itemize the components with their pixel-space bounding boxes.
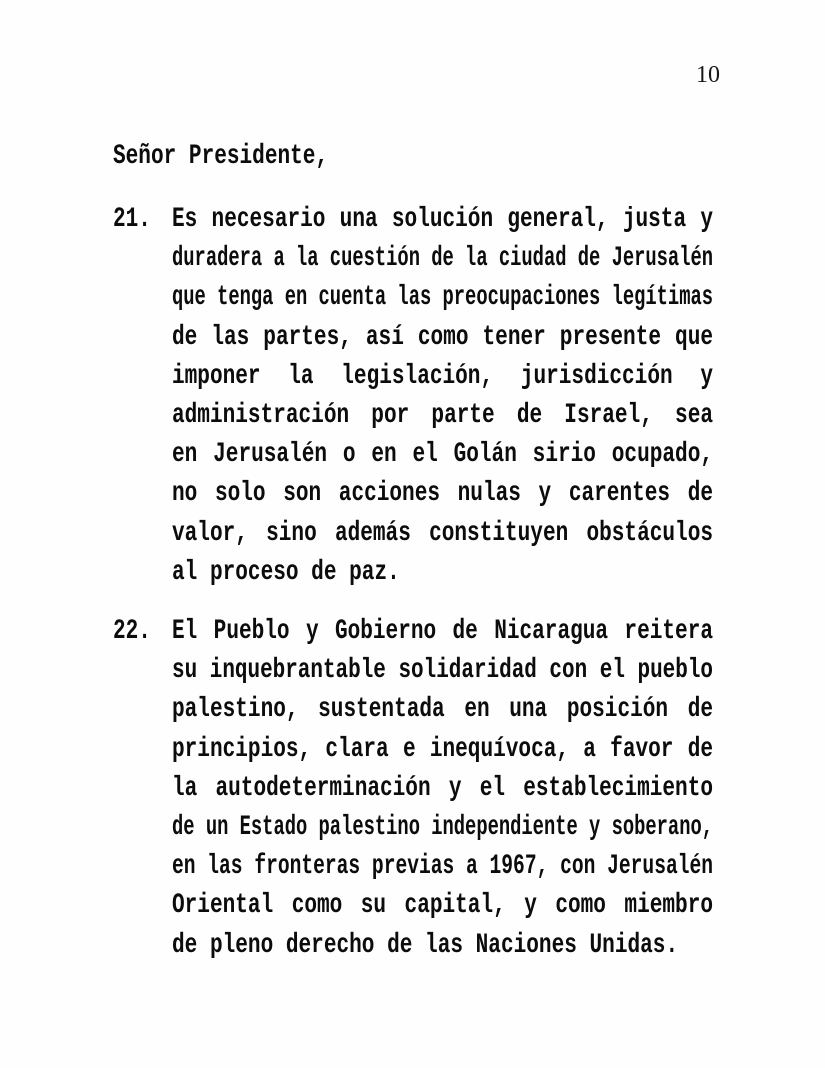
- text-line-content: principios, clara e inequívoca, a favor de: [172, 733, 714, 765]
- text-line-content: Es necesario una solución general, justa y: [172, 204, 714, 235]
- text-line-content: administración por parte de Israel, sea: [172, 399, 714, 431]
- text-line-content: no solo son acciones nulas y carentes de: [172, 478, 714, 510]
- text-line-content: imponer la legislación, jurisdicción y: [172, 360, 713, 392]
- text-line-content: duradera a la cuestión de la ciudad de Jerusalén: [172, 243, 713, 275]
- text-line-content: la autodeterminación y el establecimiento: [172, 772, 713, 804]
- text-line: [172, 808, 713, 847]
- text-line: [172, 612, 713, 651]
- text-line: [172, 514, 713, 553]
- text-line: [172, 651, 713, 690]
- text-line: [172, 357, 713, 396]
- text-line-content: de pleno derecho de las Naciones Unidas.: [172, 929, 679, 961]
- text-line-content: Oriental como su capital, y como miembro: [172, 890, 714, 922]
- paragraph-number: [113, 200, 172, 239]
- paragraph-21: [113, 200, 713, 592]
- text-line-content: palestino, sustentada en una posición de: [172, 694, 714, 726]
- text-line: [172, 200, 713, 239]
- paragraph-number-text: 22.: [113, 616, 151, 647]
- salutation: [113, 137, 399, 176]
- text-line: [172, 847, 713, 886]
- text-line: [172, 926, 713, 965]
- text-line: [172, 553, 713, 592]
- paragraph-lines: [172, 612, 713, 965]
- text-line-content: de las partes, así como tener presente que: [172, 321, 714, 353]
- salutation-text: Señor Presidente,: [113, 141, 329, 172]
- paragraph-number-text: 21.: [113, 204, 151, 235]
- text-line-content: en Jerusalén o en el Golán sirio ocupado,: [172, 439, 713, 471]
- text-line-content: El Pueblo y Gobierno de Nicaragua reitera: [172, 616, 713, 647]
- text-line: [172, 886, 713, 925]
- text-line: [172, 239, 713, 278]
- paragraph-22: [113, 612, 713, 965]
- text-line-content: que tenga en cuenta las preocupaciones legítimas: [172, 282, 713, 314]
- text-line-content: al proceso de paz.: [172, 556, 400, 588]
- text-line-content: de un Estado palestino independiente y soberano,: [172, 811, 713, 843]
- text-line-content: en las fronteras previas a 1967, con Jerusalén: [172, 851, 713, 883]
- text-line: [172, 435, 713, 474]
- text-line-content: su inquebrantable solidaridad con el pueblo: [172, 655, 713, 687]
- text-line: [172, 690, 713, 729]
- text-line: [172, 278, 713, 317]
- text-line-content: valor, sino además constituyen obstáculos: [172, 517, 713, 549]
- text-line: [172, 769, 713, 808]
- text-line: [172, 396, 713, 435]
- text-line: [172, 474, 713, 513]
- page-number: 10: [696, 62, 720, 88]
- text-line: [172, 730, 713, 769]
- text-line: [172, 318, 713, 357]
- paragraph-number: [113, 612, 172, 651]
- paragraph-lines: [172, 200, 713, 592]
